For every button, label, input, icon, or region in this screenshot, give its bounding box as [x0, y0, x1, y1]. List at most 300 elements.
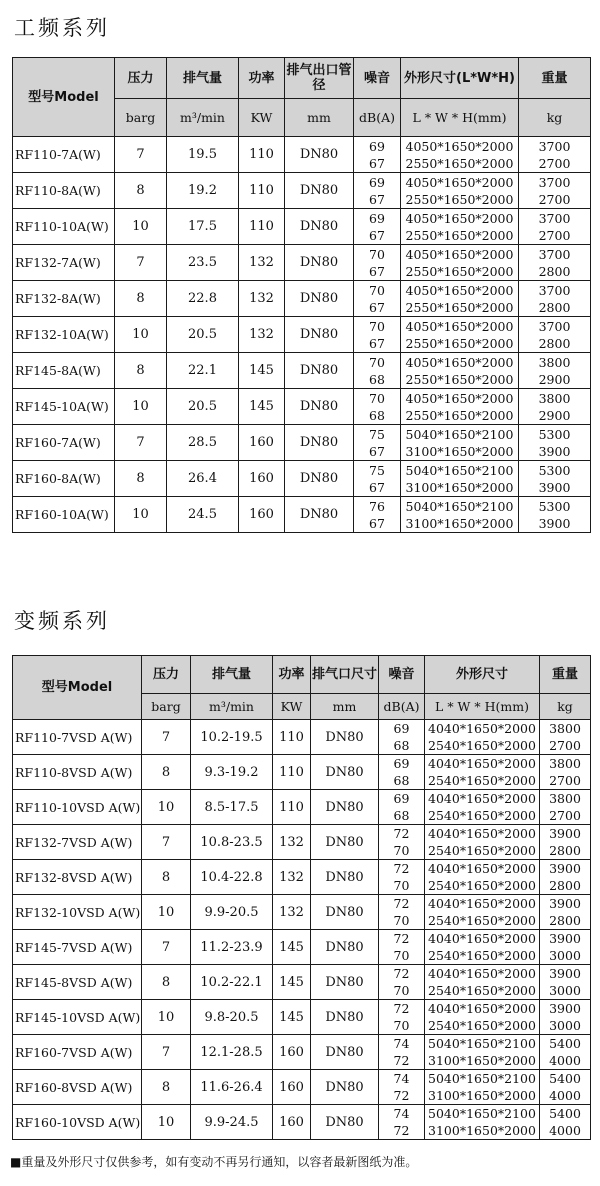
header-airflow: 排气量 [191, 656, 273, 694]
cell-weight-line: 3800 [549, 721, 581, 736]
unit-pressure: barg [142, 694, 191, 720]
cell-noise-line: 70 [393, 878, 410, 893]
cell-dims-line: 4040*1650*2000 [428, 861, 536, 876]
cell-weight [540, 930, 591, 965]
cell-outlet: DN80 [311, 1070, 379, 1105]
cell-weight-line: 5400 [549, 1106, 581, 1121]
cell-weight-line: 2700 [538, 155, 571, 171]
cell-weight-line: 2800 [549, 878, 581, 893]
cell-power: 160 [239, 425, 285, 461]
cell-noise-line: 67 [369, 299, 385, 315]
cell-noise-line: 67 [369, 479, 385, 495]
cell-pressure: 8 [142, 965, 191, 1000]
cell-noise-line: 70 [393, 1018, 410, 1033]
table-row [13, 930, 591, 965]
cell-dims-line: 4040*1650*2000 [428, 931, 536, 946]
cell-dims-line: 4040*1650*2000 [428, 791, 536, 806]
cell-noise-line: 68 [393, 738, 410, 753]
unit-weight: kg [540, 694, 591, 720]
cell-dims [425, 965, 540, 1000]
cell-weight-line: 3900 [549, 861, 581, 876]
cell-weight [540, 825, 591, 860]
cell-pressure: 8 [115, 353, 167, 389]
cell-noise-line: 72 [393, 896, 410, 911]
table-row [13, 353, 591, 389]
cell-noise-line: 72 [393, 1053, 410, 1068]
unit-airflow: m³/min [191, 694, 273, 720]
cell-dims-line: 4050*1650*2000 [405, 390, 514, 406]
cell-airflow: 19.5 [167, 137, 239, 173]
cell-pressure: 7 [115, 245, 167, 281]
cell-dims-line: 2540*1650*2000 [428, 878, 536, 893]
cell-noise-line: 70 [393, 948, 410, 963]
cell-outlet: DN80 [311, 930, 379, 965]
cell-noise-line: 70 [369, 282, 385, 298]
cell-noise-line: 67 [369, 263, 385, 279]
header-power: 功率 [273, 656, 311, 694]
table-row [13, 895, 591, 930]
cell-weight [519, 209, 591, 245]
cell-dims [425, 1035, 540, 1070]
cell-dims [401, 353, 519, 389]
cell-weight-line: 3900 [549, 931, 581, 946]
cell-outlet: DN80 [311, 1105, 379, 1140]
cell-weight-line: 2800 [538, 299, 571, 315]
table-row [13, 245, 591, 281]
cell-model: RF145-8A(W) [13, 353, 115, 389]
cell-weight [519, 389, 591, 425]
cell-weight-line: 3900 [538, 515, 571, 531]
cell-weight-line: 5300 [538, 462, 571, 478]
cell-noise [354, 137, 401, 173]
cell-noise [354, 209, 401, 245]
cell-dims-line: 3100*1650*2000 [428, 1123, 536, 1138]
cell-pressure: 7 [142, 825, 191, 860]
cell-dims-line: 4040*1650*2000 [428, 721, 536, 736]
cell-weight-line: 3000 [549, 948, 581, 963]
cell-outlet: DN80 [285, 209, 354, 245]
cell-model: RF110-7A(W) [13, 137, 115, 173]
cell-weight [519, 281, 591, 317]
unit-outlet: mm [285, 99, 354, 137]
cell-model: RF132-7VSD A(W) [13, 825, 142, 860]
cell-model: RF160-7A(W) [13, 425, 115, 461]
cell-pressure: 8 [142, 755, 191, 790]
cell-airflow: 11.2-23.9 [191, 930, 273, 965]
table-row [13, 1105, 591, 1140]
cell-weight [519, 317, 591, 353]
cell-noise-line: 70 [369, 390, 385, 406]
cell-power: 160 [239, 461, 285, 497]
cell-dims-line: 3100*1650*2000 [405, 479, 514, 495]
table-row [13, 425, 591, 461]
cell-noise [354, 425, 401, 461]
cell-dims-line: 4050*1650*2000 [405, 210, 514, 226]
cell-dims [425, 895, 540, 930]
cell-noise-line: 70 [369, 318, 385, 334]
header-noise: 噪音 [354, 58, 401, 99]
cell-model: RF160-10A(W) [13, 497, 115, 533]
cell-weight-line: 3800 [538, 354, 571, 370]
cell-weight-line: 2700 [538, 227, 571, 243]
cell-dims [425, 790, 540, 825]
cell-outlet: DN80 [311, 755, 379, 790]
cell-noise-line: 70 [393, 913, 410, 928]
unit-dims: L * W * H(mm) [425, 694, 540, 720]
cell-noise [354, 281, 401, 317]
cell-weight [540, 860, 591, 895]
cell-weight-line: 3900 [549, 966, 581, 981]
unit-outlet: mm [311, 694, 379, 720]
cell-noise [379, 825, 425, 860]
cell-weight-line: 3700 [538, 138, 571, 154]
cell-power: 145 [239, 353, 285, 389]
cell-model: RF160-10VSD A(W) [13, 1105, 142, 1140]
cell-noise [354, 389, 401, 425]
cell-noise [379, 965, 425, 1000]
cell-dims-line: 2540*1650*2000 [428, 948, 536, 963]
cell-dims [425, 825, 540, 860]
cell-weight [540, 1035, 591, 1070]
unit-pressure: barg [115, 99, 167, 137]
cell-airflow: 9.9-24.5 [191, 1105, 273, 1140]
cell-weight [540, 895, 591, 930]
cell-dims-line: 4040*1650*2000 [428, 756, 536, 771]
unit-power: KW [273, 694, 311, 720]
cell-dims-line: 2550*1650*2000 [405, 263, 514, 279]
cell-noise [354, 461, 401, 497]
header-weight: 重量 [519, 58, 591, 99]
cell-weight [540, 1070, 591, 1105]
cell-dims-line: 3100*1650*2000 [405, 443, 514, 459]
cell-outlet: DN80 [311, 895, 379, 930]
cell-dims-line: 3100*1650*2000 [428, 1088, 536, 1103]
cell-dims-line: 4040*1650*2000 [428, 966, 536, 981]
cell-dims-line: 2540*1650*2000 [428, 808, 536, 823]
cell-airflow: 23.5 [167, 245, 239, 281]
cell-power: 145 [273, 930, 311, 965]
cell-weight-line: 2700 [549, 773, 581, 788]
cell-airflow: 22.1 [167, 353, 239, 389]
cell-power: 145 [239, 389, 285, 425]
cell-weight-line: 5300 [538, 426, 571, 442]
cell-pressure: 8 [115, 173, 167, 209]
header-dims: 外形尺寸 [425, 656, 540, 694]
cell-model: RF110-7VSD A(W) [13, 720, 142, 755]
cell-weight-line: 3800 [549, 791, 581, 806]
cell-pressure: 8 [142, 1070, 191, 1105]
cell-noise-line: 68 [369, 371, 385, 387]
cell-noise-line: 72 [393, 966, 410, 981]
cell-pressure: 10 [142, 790, 191, 825]
cell-airflow: 9.3-19.2 [191, 755, 273, 790]
cell-dims-line: 2540*1650*2000 [428, 843, 536, 858]
cell-airflow: 11.6-26.4 [191, 1070, 273, 1105]
cell-weight-line: 2700 [538, 191, 571, 207]
cell-noise [379, 1070, 425, 1105]
cell-outlet: DN80 [285, 317, 354, 353]
cell-noise-line: 70 [393, 983, 410, 998]
cell-pressure: 8 [142, 860, 191, 895]
cell-noise [354, 245, 401, 281]
cell-model: RF110-8VSD A(W) [13, 755, 142, 790]
cell-noise-line: 69 [393, 756, 410, 771]
cell-dims-line: 5040*1650*2100 [405, 498, 514, 514]
header-weight: 重量 [540, 656, 591, 694]
cell-pressure: 8 [115, 281, 167, 317]
cell-outlet: DN80 [285, 281, 354, 317]
cell-noise-line: 69 [369, 210, 385, 226]
cell-dims-line: 4050*1650*2000 [405, 246, 514, 262]
header-pressure: 压力 [115, 58, 167, 99]
cell-model: RF132-10A(W) [13, 317, 115, 353]
cell-weight-line: 5400 [549, 1071, 581, 1086]
cell-pressure: 7 [142, 720, 191, 755]
table-row [13, 860, 591, 895]
cell-weight-line: 3700 [538, 210, 571, 226]
cell-weight-line: 3700 [538, 282, 571, 298]
cell-power: 110 [239, 173, 285, 209]
section-title-fixed-speed: 工频系列 [14, 16, 110, 40]
cell-airflow: 17.5 [167, 209, 239, 245]
cell-dims-line: 5040*1650*2100 [428, 1036, 536, 1051]
cell-power: 110 [273, 720, 311, 755]
cell-weight-line: 4000 [549, 1053, 581, 1068]
cell-dims [401, 245, 519, 281]
cell-airflow: 12.1-28.5 [191, 1035, 273, 1070]
cell-airflow: 22.8 [167, 281, 239, 317]
unit-noise: dB(A) [354, 99, 401, 137]
cell-noise-line: 68 [369, 407, 385, 423]
cell-noise-line: 67 [369, 443, 385, 459]
cell-dims [425, 860, 540, 895]
cell-dims-line: 2550*1650*2000 [405, 299, 514, 315]
cell-noise-line: 76 [369, 498, 385, 514]
header-outlet: 排气出口管径 [285, 58, 354, 99]
table-row [13, 461, 591, 497]
cell-pressure: 10 [142, 1105, 191, 1140]
cell-weight [540, 790, 591, 825]
cell-dims-line: 5040*1650*2100 [428, 1106, 536, 1121]
cell-noise-line: 69 [393, 721, 410, 736]
cell-weight-line: 3900 [549, 1001, 581, 1016]
table-row [13, 1000, 591, 1035]
cell-noise [379, 895, 425, 930]
cell-outlet: DN80 [285, 353, 354, 389]
cell-model: RF132-10VSD A(W) [13, 895, 142, 930]
unit-airflow: m³/min [167, 99, 239, 137]
cell-outlet: DN80 [311, 825, 379, 860]
cell-weight [519, 425, 591, 461]
cell-airflow: 24.5 [167, 497, 239, 533]
cell-noise-line: 69 [369, 138, 385, 154]
cell-outlet: DN80 [311, 1035, 379, 1070]
cell-pressure: 10 [115, 389, 167, 425]
cell-noise-line: 74 [393, 1036, 410, 1051]
cell-pressure: 10 [115, 497, 167, 533]
cell-noise-line: 69 [369, 174, 385, 190]
cell-airflow: 10.2-19.5 [191, 720, 273, 755]
cell-weight-line: 3700 [538, 318, 571, 334]
cell-noise-line: 70 [369, 354, 385, 370]
cell-outlet: DN80 [285, 137, 354, 173]
cell-weight [540, 720, 591, 755]
cell-airflow: 26.4 [167, 461, 239, 497]
cell-power: 160 [239, 497, 285, 533]
table-row [13, 173, 591, 209]
cell-weight [519, 497, 591, 533]
cell-noise-line: 67 [369, 515, 385, 531]
cell-power: 132 [273, 895, 311, 930]
spec-table-fixed-speed [12, 57, 591, 533]
cell-dims [401, 173, 519, 209]
cell-weight-line: 3900 [549, 896, 581, 911]
cell-pressure: 10 [115, 317, 167, 353]
cell-airflow: 9.8-20.5 [191, 1000, 273, 1035]
cell-power: 132 [239, 281, 285, 317]
spec-table-variable-speed [12, 655, 591, 1140]
cell-noise-line: 72 [393, 1088, 410, 1103]
table-row [13, 1035, 591, 1070]
cell-dims-line: 4050*1650*2000 [405, 354, 514, 370]
cell-dims-line: 4050*1650*2000 [405, 174, 514, 190]
cell-noise [379, 1000, 425, 1035]
cell-weight-line: 5300 [538, 498, 571, 514]
cell-noise [379, 1105, 425, 1140]
cell-power: 132 [239, 245, 285, 281]
cell-weight-line: 4000 [549, 1123, 581, 1138]
cell-pressure: 10 [142, 895, 191, 930]
footnote: ■重量及外形尺寸仅供参考，如有变动不再另行通知，以容者最新图纸为准。 [10, 1155, 418, 1169]
cell-power: 110 [273, 755, 311, 790]
table-row [13, 755, 591, 790]
header-model: 型号Model [13, 656, 142, 720]
cell-dims [425, 755, 540, 790]
cell-outlet: DN80 [311, 965, 379, 1000]
cell-pressure: 8 [115, 461, 167, 497]
cell-dims-line: 2550*1650*2000 [405, 371, 514, 387]
cell-airflow: 8.5-17.5 [191, 790, 273, 825]
cell-weight [519, 461, 591, 497]
cell-model: RF160-8VSD A(W) [13, 1070, 142, 1105]
unit-noise: dB(A) [379, 694, 425, 720]
cell-noise-line: 67 [369, 335, 385, 351]
header-outlet: 排气口尺寸 [311, 656, 379, 694]
cell-dims-line: 3100*1650*2000 [405, 515, 514, 531]
cell-dims-line: 3100*1650*2000 [428, 1053, 536, 1068]
cell-noise-line: 67 [369, 227, 385, 243]
header-dims: 外形尺寸(L*W*H) [401, 58, 519, 99]
cell-weight-line: 3900 [538, 479, 571, 495]
cell-weight [540, 755, 591, 790]
cell-weight-line: 3900 [549, 826, 581, 841]
cell-airflow: 10.2-22.1 [191, 965, 273, 1000]
table-row [13, 825, 591, 860]
cell-noise [354, 353, 401, 389]
cell-pressure: 7 [142, 930, 191, 965]
cell-noise [379, 755, 425, 790]
cell-noise-line: 68 [393, 808, 410, 823]
cell-dims [425, 720, 540, 755]
cell-weight-line: 5400 [549, 1036, 581, 1051]
cell-dims [401, 137, 519, 173]
table-row [13, 209, 591, 245]
header-noise: 噪音 [379, 656, 425, 694]
cell-outlet: DN80 [285, 425, 354, 461]
cell-pressure: 7 [142, 1035, 191, 1070]
cell-noise [379, 720, 425, 755]
cell-model: RF145-10A(W) [13, 389, 115, 425]
cell-airflow: 10.8-23.5 [191, 825, 273, 860]
cell-airflow: 19.2 [167, 173, 239, 209]
table-row [13, 965, 591, 1000]
cell-pressure: 7 [115, 137, 167, 173]
cell-dims [425, 1000, 540, 1035]
header-model: 型号Model [13, 58, 115, 137]
cell-noise-line: 69 [393, 791, 410, 806]
cell-airflow: 10.4-22.8 [191, 860, 273, 895]
cell-model: RF145-10VSD A(W) [13, 1000, 142, 1035]
unit-dims: L * W * H(mm) [401, 99, 519, 137]
cell-weight-line: 2800 [538, 263, 571, 279]
cell-weight [540, 965, 591, 1000]
cell-dims-line: 2550*1650*2000 [405, 407, 514, 423]
cell-weight-line: 3800 [538, 390, 571, 406]
cell-noise [379, 860, 425, 895]
header-pressure: 压力 [142, 656, 191, 694]
table-row [13, 1070, 591, 1105]
cell-dims-line: 2540*1650*2000 [428, 1018, 536, 1033]
table-row [13, 137, 591, 173]
cell-noise-line: 72 [393, 826, 410, 841]
cell-noise-line: 70 [393, 843, 410, 858]
cell-noise-line: 74 [393, 1071, 410, 1086]
cell-outlet: DN80 [311, 860, 379, 895]
cell-noise-line: 67 [369, 191, 385, 207]
cell-weight-line: 3000 [549, 983, 581, 998]
cell-model: RF132-8VSD A(W) [13, 860, 142, 895]
cell-power: 160 [273, 1105, 311, 1140]
cell-pressure: 10 [142, 1000, 191, 1035]
table-row [13, 790, 591, 825]
cell-power: 110 [273, 790, 311, 825]
cell-dims-line: 2540*1650*2000 [428, 913, 536, 928]
cell-dims-line: 2540*1650*2000 [428, 738, 536, 753]
cell-model: RF110-10A(W) [13, 209, 115, 245]
cell-power: 110 [239, 137, 285, 173]
cell-dims-line: 4050*1650*2000 [405, 318, 514, 334]
cell-weight [519, 173, 591, 209]
cell-noise-line: 72 [393, 1123, 410, 1138]
cell-weight-line: 2800 [549, 913, 581, 928]
cell-dims-line: 2550*1650*2000 [405, 335, 514, 351]
header-power: 功率 [239, 58, 285, 99]
cell-power: 145 [273, 1000, 311, 1035]
cell-dims [425, 1105, 540, 1140]
cell-weight-line: 3700 [538, 174, 571, 190]
table-row [13, 720, 591, 755]
cell-dims [425, 930, 540, 965]
cell-weight-line: 3700 [538, 246, 571, 262]
cell-dims [401, 317, 519, 353]
cell-model: RF145-8VSD A(W) [13, 965, 142, 1000]
cell-dims [401, 461, 519, 497]
table-row [13, 389, 591, 425]
cell-power: 132 [273, 825, 311, 860]
cell-dims [401, 389, 519, 425]
cell-model: RF160-7VSD A(W) [13, 1035, 142, 1070]
cell-airflow: 20.5 [167, 389, 239, 425]
